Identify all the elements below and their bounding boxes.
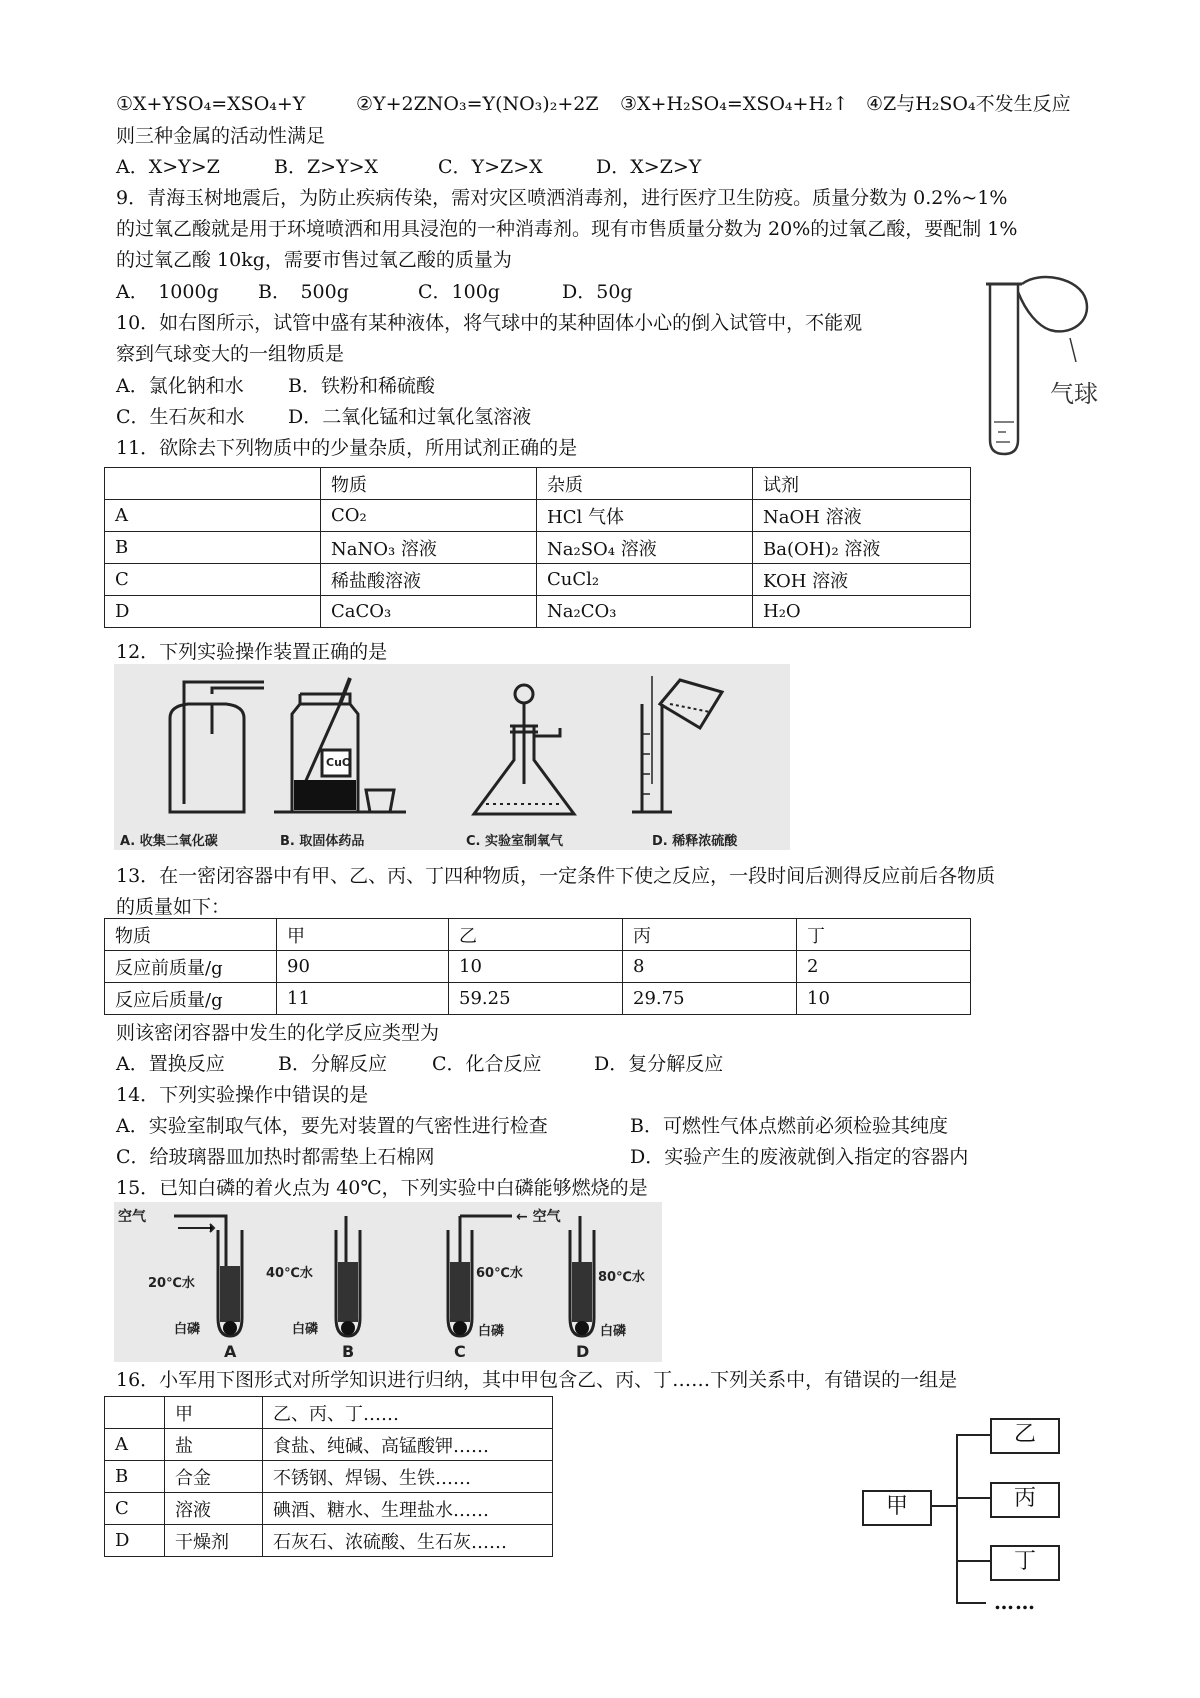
table-cell: CO₂ — [321, 500, 537, 532]
q12-apparatus-figure — [114, 664, 790, 850]
balloon-label: 气球 — [1050, 380, 1098, 408]
table-cell: Ba(OH)₂ 溶液 — [753, 532, 971, 564]
table-row — [105, 951, 971, 983]
q9-option-c: C．100g — [418, 281, 500, 303]
q12-caption-b: B. 取固体药品 — [280, 834, 365, 849]
q8-option-c: C．Y>Z>X — [438, 156, 543, 178]
table-cell: 食盐、纯碱、高锰酸钾…… — [263, 1429, 553, 1461]
q15-letter-b: B — [342, 1342, 355, 1361]
table-cell: A — [105, 1429, 165, 1461]
cuo-label: CuO — [326, 756, 352, 769]
tree-child-node: 丙 — [990, 1482, 1060, 1518]
table-cell: KOH 溶液 — [753, 564, 971, 596]
q10-option-c: C．生石灰和水 — [116, 406, 245, 428]
table-cell: 丁 — [797, 919, 971, 951]
q15-letter-d: D — [576, 1342, 590, 1361]
tree-more-ellipsis: …… — [994, 1590, 1036, 1614]
table-row — [105, 564, 971, 596]
table-cell: 90 — [277, 951, 449, 983]
q10-option-a: A．氯化钠和水 — [116, 375, 244, 397]
table-cell: 反应前质量/g — [105, 951, 277, 983]
table-cell: 10 — [449, 951, 623, 983]
q12-caption-a: A. 收集二氧化碳 — [120, 834, 218, 849]
q8-eq3: ③X+H₂SO₄=XSO₄+H₂↑ — [620, 93, 849, 115]
table-row — [105, 1493, 553, 1525]
tree-child-node: 乙 — [990, 1418, 1060, 1454]
table-header-row — [105, 468, 971, 500]
table-header-row — [105, 1397, 553, 1429]
table-cell: NaNO₃ 溶液 — [321, 532, 537, 564]
q9-option-b: B． 500g — [258, 281, 349, 303]
q11-stem: 11．欲除去下列物质中的少量杂质，所用试剂正确的是 — [116, 437, 578, 459]
q15-phosphorus-d: 白磷 — [600, 1324, 627, 1339]
q9-option-a: A． 1000g — [116, 281, 219, 303]
q12-caption-d: D. 稀释浓硫酸 — [652, 834, 738, 849]
table-cell — [105, 468, 321, 500]
q13-option-c: C．化合反应 — [432, 1053, 542, 1075]
q8-stem: 则三种金属的活动性满足 — [116, 125, 326, 147]
q14-stem: 14．下列实验操作中错误的是 — [116, 1084, 369, 1106]
table-cell: 碘酒、糖水、生理盐水…… — [263, 1493, 553, 1525]
q15-phosphorus-a: 白磷 — [174, 1322, 201, 1337]
table-cell: 物质 — [321, 468, 537, 500]
q8-option-b: B．Z>Y>X — [274, 156, 379, 178]
table-cell: 杂质 — [537, 468, 753, 500]
q8-option-a: A．X>Y>Z — [116, 156, 220, 178]
q15-air-label-c: ← 空气 — [516, 1209, 561, 1225]
table-row — [105, 1461, 553, 1493]
q16-stem: 16．小军用下图形式对所学知识进行归纳，其中甲包含乙、丙、丁……下列关系中，有错误的一组是 — [116, 1369, 958, 1391]
table-header-row — [105, 919, 971, 951]
table-cell: 溶液 — [165, 1493, 263, 1525]
q9-line3: 的过氧乙酸 10kg，需要市售过氧乙酸的质量为 — [116, 249, 512, 271]
tree-trunk-line — [956, 1434, 958, 1604]
q8-option-d: D．X>Z>Y — [596, 156, 702, 178]
q15-water-a: 20℃水 — [148, 1276, 195, 1291]
table-cell: 稀盐酸溶液 — [321, 564, 537, 596]
q14-option-b: B．可燃性气体点燃前必须检验其纯度 — [630, 1115, 948, 1137]
q10-line2: 察到气球变大的一组物质是 — [116, 343, 345, 365]
table-cell: H₂O — [753, 596, 971, 628]
table-cell: CuCl₂ — [537, 564, 753, 596]
table-cell: 不锈钢、焊锡、生铁…… — [263, 1461, 553, 1493]
q13-table — [104, 918, 971, 1015]
table-cell: C — [105, 564, 321, 596]
table-cell: 物质 — [105, 919, 277, 951]
table-cell: 10 — [797, 983, 971, 1015]
tree-child-node: 丁 — [990, 1545, 1060, 1581]
table-cell: CaCO₃ — [321, 596, 537, 628]
table-row — [105, 532, 971, 564]
q12-caption-c: C. 实验室制氧气 — [466, 834, 564, 849]
table-row — [105, 500, 971, 532]
table-row — [105, 983, 971, 1015]
table-cell: B — [105, 532, 321, 564]
q10-line1: 10．如右图所示，试管中盛有某种液体，将气球中的某种固体小心的倒入试管中，不能观 — [116, 312, 863, 334]
q13-option-d: D．复分解反应 — [594, 1053, 724, 1075]
q8-eq4: ④Z与H₂SO₄不发生反应 — [866, 93, 1071, 115]
q15-phosphorus-c: 白磷 — [478, 1324, 505, 1339]
table-cell: 2 — [797, 951, 971, 983]
q9-option-d: D．50g — [562, 281, 633, 303]
table-cell: Na₂CO₃ — [537, 596, 753, 628]
q13-stem2: 则该密闭容器中发生的化学反应类型为 — [116, 1022, 440, 1044]
q9-line2: 的过氧乙酸就是用于环境喷洒和用具浸泡的一种消毒剂。现有市售质量分数为 20%的过氧乙酸，要配制 1% — [116, 218, 1018, 240]
tree-connector — [956, 1434, 990, 1436]
table-cell: 盐 — [165, 1429, 263, 1461]
table-cell: 甲 — [277, 919, 449, 951]
q12-stem: 12．下列实验操作装置正确的是 — [116, 641, 388, 663]
table-cell: Na₂SO₄ 溶液 — [537, 532, 753, 564]
table-cell: 石灰石、浓硫酸、生石灰…… — [263, 1525, 553, 1557]
q14-option-c: C．给玻璃器皿加热时都需垫上石棉网 — [116, 1146, 435, 1168]
table-cell: 试剂 — [753, 468, 971, 500]
q14-option-d: D．实验产生的废液就倒入指定的容器内 — [630, 1146, 969, 1168]
balloon-test-tube-figure — [980, 272, 1100, 462]
table-cell: 乙、丙、丁…… — [263, 1397, 553, 1429]
q15-water-d: 80℃水 — [598, 1270, 645, 1285]
q15-phosphorus-b: 白磷 — [292, 1322, 319, 1337]
table-cell: A — [105, 500, 321, 532]
q10-option-b: B．铁粉和稀硫酸 — [288, 375, 435, 397]
q13-line1: 13．在一密闭容器中有甲、乙、丙、丁四种物质，一定条件下使之反应，一段时间后测得反应前后各物质 — [116, 865, 996, 887]
q13-option-a: A．置换反应 — [116, 1053, 225, 1075]
q8-eq1: ①X+YSO₄=XSO₄+Y — [116, 93, 306, 115]
tree-root-node: 甲 — [862, 1490, 932, 1526]
table-cell: 干燥剂 — [165, 1525, 263, 1557]
q15-water-b: 40℃水 — [266, 1266, 313, 1281]
table-cell: 乙 — [449, 919, 623, 951]
table-cell: C — [105, 1493, 165, 1525]
q15-letter-c: C — [454, 1342, 466, 1361]
table-cell: 反应后质量/g — [105, 983, 277, 1015]
table-cell: 11 — [277, 983, 449, 1015]
tree-connector — [956, 1602, 986, 1604]
q15-water-c: 60℃水 — [476, 1266, 523, 1281]
q10-option-d: D．二氧化锰和过氧化氢溶液 — [288, 406, 532, 428]
tree-connector — [956, 1497, 990, 1499]
q15-stem: 15．已知白磷的着火点为 40℃，下列实验中白磷能够燃烧的是 — [116, 1177, 648, 1199]
q9-line1: 9．青海玉树地震后，为防止疾病传染，需对灾区喷洒消毒剂，进行医疗卫生防疫。质量分数为 0.2%~1% — [116, 187, 1008, 209]
table-cell: D — [105, 1525, 165, 1557]
tree-connector — [930, 1505, 958, 1507]
table-cell: 59.25 — [449, 983, 623, 1015]
table-cell: 合金 — [165, 1461, 263, 1493]
q14-option-a: A．实验室制取气体，要先对装置的气密性进行检查 — [116, 1115, 548, 1137]
table-cell — [105, 1397, 165, 1429]
q8-eq2: ②Y+2ZNO₃=Y(NO₃)₂+2Z — [356, 93, 599, 115]
q13-line2: 的质量如下： — [116, 896, 231, 918]
tree-connector — [956, 1560, 990, 1562]
q15-letter-a: A — [224, 1342, 237, 1361]
table-cell: 丙 — [623, 919, 797, 951]
table-cell: 8 — [623, 951, 797, 983]
q11-table — [104, 467, 971, 628]
table-row — [105, 1429, 553, 1461]
q15-air-label: 空气 — [118, 1209, 146, 1225]
table-cell: 29.75 — [623, 983, 797, 1015]
q15-phosphorus-figure — [114, 1202, 662, 1362]
table-cell: HCl 气体 — [537, 500, 753, 532]
table-row — [105, 1525, 553, 1557]
table-cell: D — [105, 596, 321, 628]
table-cell: NaOH 溶液 — [753, 500, 971, 532]
table-cell: 甲 — [165, 1397, 263, 1429]
q13-option-b: B．分解反应 — [278, 1053, 387, 1075]
table-cell: B — [105, 1461, 165, 1493]
q16-table — [104, 1396, 553, 1557]
table-row — [105, 596, 971, 628]
